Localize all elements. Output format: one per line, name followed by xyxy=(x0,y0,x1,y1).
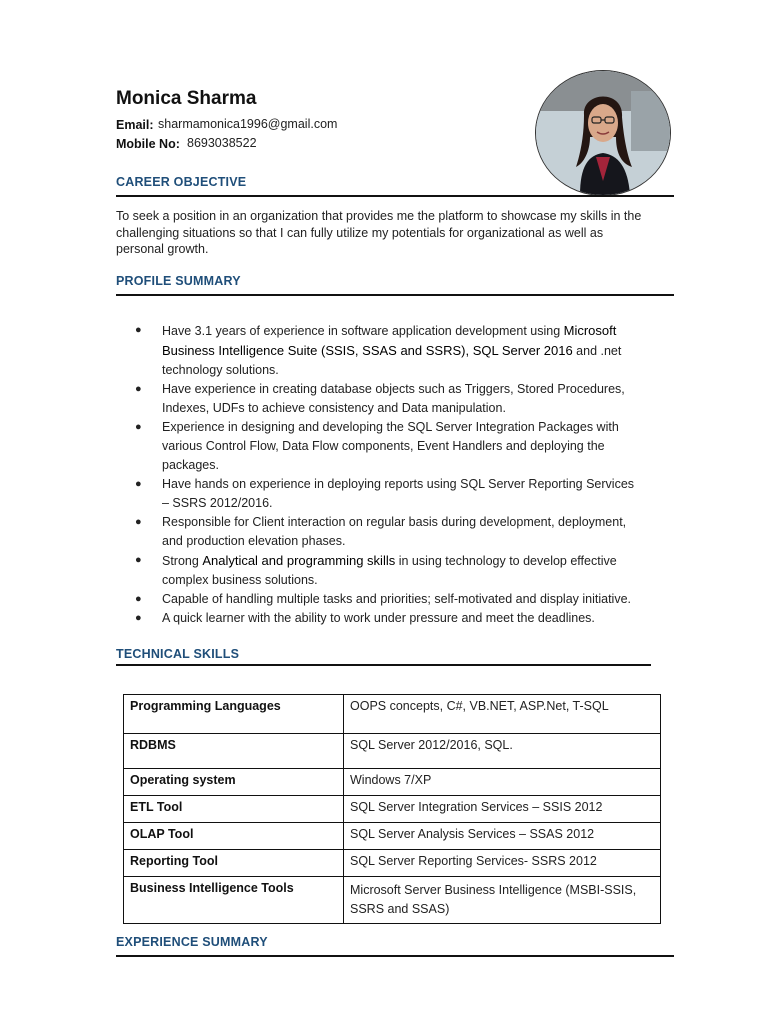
bullet-icon: ● xyxy=(135,383,142,395)
list-item xyxy=(135,380,640,418)
bullet-icon: ● xyxy=(135,612,142,624)
career-objective-text: To seek a position in an organization that provides me the platform to showcase my skills in the challenging situations so that I can fully utilize my potentials for organizational as well as personal growth. xyxy=(116,209,642,256)
table-row xyxy=(124,796,661,823)
profile-summary-divider xyxy=(116,294,674,296)
list-item xyxy=(135,551,640,590)
email-label: Email: xyxy=(116,118,154,132)
item-text: A quick learner with the ability to work under pressure and meet the deadlines. xyxy=(162,611,595,625)
career-objective-divider xyxy=(116,195,674,197)
bullet-icon: ● xyxy=(135,478,142,490)
list-item xyxy=(135,475,640,513)
skill-value: SQL Server 2012/2016, SQL. xyxy=(344,734,661,769)
item-text: Have experience in creating database objects such as Triggers, Stored Procedures, Indexes, UDFs to achieve consistency and Data manipulation. xyxy=(162,382,625,415)
item-text: Responsible for Client interaction on regular basis during development, deployment, and production elevation phases. xyxy=(162,515,627,548)
item-text: Have hands on experience in deploying reports using SQL Server Reporting Services – SSRS 2012/2016. xyxy=(162,477,635,510)
skill-key: Reporting Tool xyxy=(124,850,344,877)
skill-value: SQL Server Analysis Services – SSAS 2012 xyxy=(344,823,661,850)
candidate-name: Monica Sharma xyxy=(116,88,257,109)
item-text: Capable of handling multiple tasks and priorities; self-motivated and display initiative. xyxy=(162,592,632,606)
skill-key: ETL Tool xyxy=(124,796,344,823)
bullet-icon: ● xyxy=(135,593,142,605)
skill-key: Business Intelligence Tools xyxy=(124,877,344,924)
item-text: Strong xyxy=(162,554,203,568)
skill-value: SQL Server Reporting Services- SSRS 2012 xyxy=(344,850,661,877)
skill-key: Programming Languages xyxy=(124,695,344,734)
table-row xyxy=(124,823,661,850)
bullet-icon: ● xyxy=(135,324,142,336)
person-portrait-icon xyxy=(536,71,670,195)
profile-summary-list xyxy=(135,321,640,628)
table-row xyxy=(124,850,661,877)
profile-summary-heading: PROFILE SUMMARY xyxy=(116,274,241,288)
profile-photo xyxy=(535,70,671,196)
list-item xyxy=(135,590,640,609)
item-text: in using technology to develop effective complex business solutions. xyxy=(162,554,617,587)
list-item xyxy=(135,513,640,551)
technical-skills-divider xyxy=(116,664,651,666)
bullet-icon: ● xyxy=(135,516,142,528)
skill-key: OLAP Tool xyxy=(124,823,344,850)
skill-value: SQL Server Integration Services – SSIS 2012 xyxy=(344,796,661,823)
list-item xyxy=(135,321,640,380)
experience-summary-heading: EXPERIENCE SUMMARY xyxy=(116,935,268,949)
technical-skills-heading: TECHNICAL SKILLS xyxy=(116,647,240,661)
item-emphasis: Analytical and programming skills xyxy=(202,553,396,568)
experience-summary-divider xyxy=(116,955,674,957)
table-row xyxy=(124,877,661,924)
table-row xyxy=(124,769,661,796)
item-text: Have 3.1 years of experience in software application development using xyxy=(162,324,564,338)
email-value[interactable]: sharmamonica1996@gmail.com xyxy=(158,117,338,131)
list-item xyxy=(135,418,640,475)
skill-key: RDBMS xyxy=(124,734,344,769)
item-text: and .net technology solutions. xyxy=(162,344,622,377)
item-text: Experience in designing and developing the SQL Server Integration Packages with various Control Flow, Data Flow components, Event Handlers and deploying the packages. xyxy=(162,420,619,472)
skill-value: OOPS concepts, C#, VB.NET, ASP.Net, T-SQL xyxy=(344,695,661,734)
technical-skills-table xyxy=(123,694,661,924)
career-objective-heading: CAREER OBJECTIVE xyxy=(116,175,247,189)
bullet-icon: ● xyxy=(135,554,142,566)
skill-key: Operating system xyxy=(124,769,344,796)
item-emphasis: Microsoft Business Intelligence Suite (SSIS, SSAS and SSRS), SQL Server 2016 xyxy=(162,323,617,358)
skill-value: Microsoft Server Business Intelligence (MSBI-SSIS, SSRS and SSAS) xyxy=(344,877,661,924)
list-item xyxy=(135,609,640,628)
mobile-value: 8693038522 xyxy=(187,136,257,150)
mobile-label: Mobile No: xyxy=(116,137,180,151)
skill-value: Windows 7/XP xyxy=(344,769,661,796)
bullet-icon: ● xyxy=(135,421,142,433)
table-row xyxy=(124,734,661,769)
table-row xyxy=(124,695,661,734)
